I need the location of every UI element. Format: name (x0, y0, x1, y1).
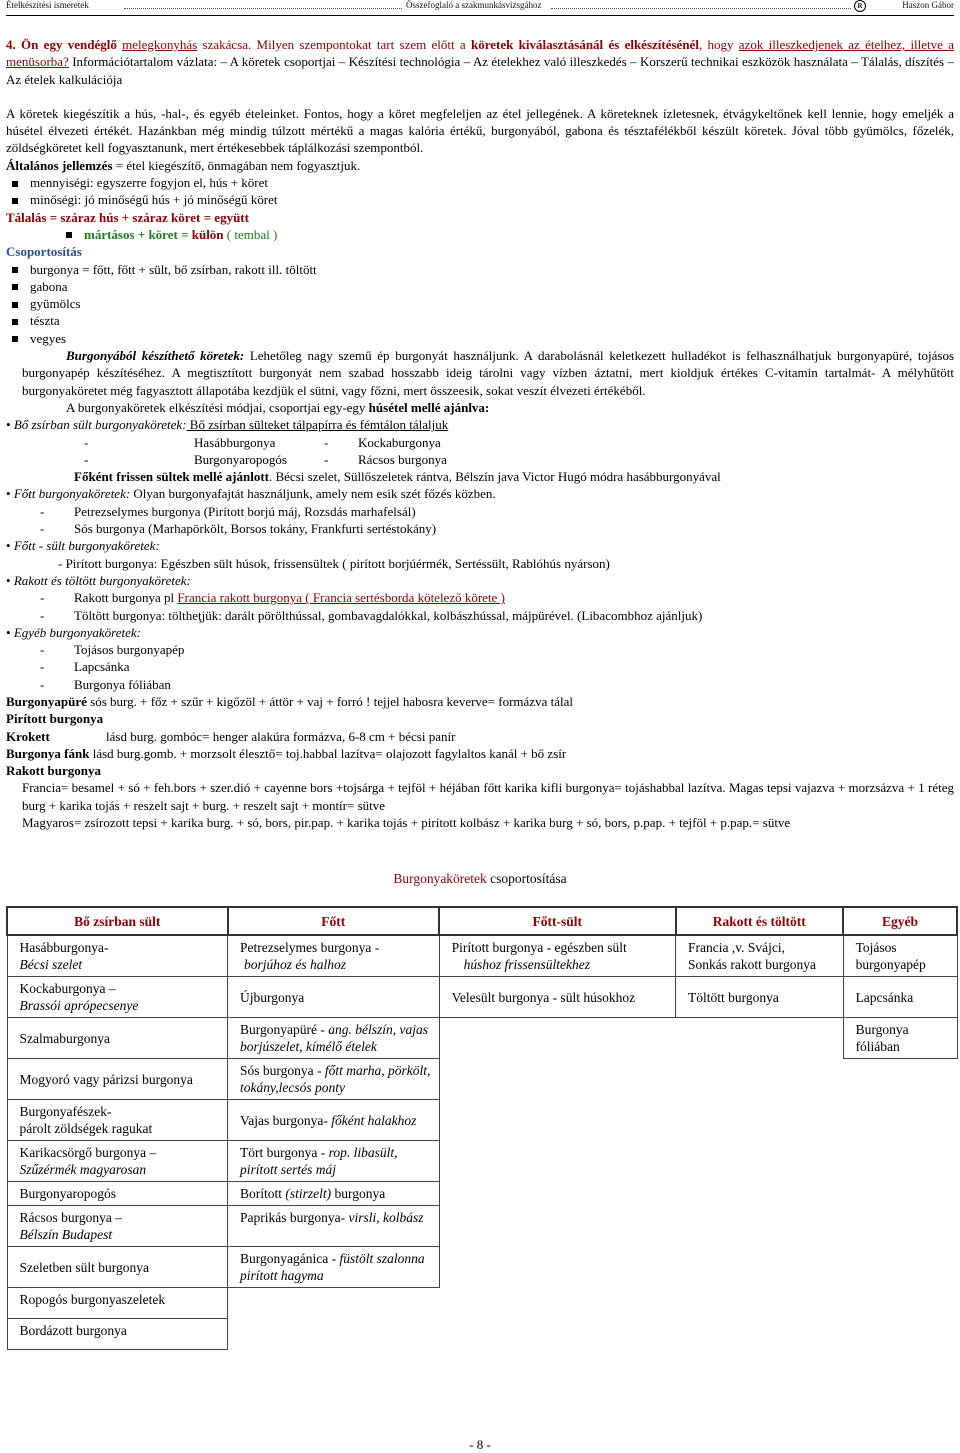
martasos-b: külön (191, 226, 224, 242)
fank-label: Burgonya fánk (6, 745, 90, 761)
question-text: , hogy (698, 37, 739, 52)
pure-text: sós burg. + főz + szűr + kigőzöl + áttör + vaj + forró ! tejjel habosra keverve= formázva tálal (86, 693, 573, 709)
table-cell: Tojásos burgonyapép (843, 935, 957, 977)
bullet-item (6, 191, 954, 208)
general-line (6, 157, 954, 174)
table-cell: Újburgonya (228, 977, 440, 1018)
header-dots (551, 8, 851, 10)
group-text: gabona (30, 278, 68, 294)
bo-main (6, 468, 954, 485)
page-header (6, 0, 954, 14)
table-row (7, 1059, 957, 1100)
group-text: tészta (30, 313, 60, 329)
fott-heading: • Főtt burgonyaköretek: Olyan burgonyafajtát használjunk, amely nem esik szét főzés közben. (6, 486, 496, 502)
modes-a: A burgonyaköretek elkészítési módjai (66, 399, 263, 415)
table-header: Rakott és töltött (676, 907, 844, 935)
fott-item-text: Petrezselymes burgonya (Pirított borjú máj, Rozsdás marhafelsál) (74, 503, 416, 519)
table-cell: Rácsos burgonya – Bélszín Budapest (7, 1206, 228, 1247)
table-cell: Petrezselymes burgonya - borjúhoz és halhoz (228, 935, 440, 977)
table-cell: Burgonyaropogós (7, 1182, 228, 1206)
bo-main-label: Főként frissen sültek mellé ajánlott (74, 469, 269, 485)
square-bullet-icon (12, 198, 18, 204)
fott-item: - Petrezselymes burgonya (Pirított borjú máj, Rozsdás marhafelsál) (40, 503, 416, 519)
square-bullet-icon (12, 336, 18, 342)
bo-item: Kockaburgonya (358, 434, 441, 450)
table-row (7, 977, 957, 1018)
rakott-magyaros: Magyaros= zsírozott tepsi + karika burg. + só, bors, pir.pap. + karika tojás + pirított kolbász + karika burg + só, bors, p.pap. + tejföl + p.pap.= sütve (22, 815, 791, 831)
egy-heading: • Egyéb burgonyaköretek: (6, 624, 141, 640)
table-row (7, 935, 957, 977)
bo-item: Hasábburgonya (194, 434, 276, 450)
martasos-line (6, 226, 954, 243)
table-cell: Mogyoró vagy párizsi burgonya (7, 1059, 228, 1100)
table-cell: Sós burgonya - főtt marha, pörkölt, tokány,lecsós ponty (228, 1059, 440, 1100)
fott-item-text: Sós burgonya (Marhapörkölt, Borsos tokány, Frankfurti sertéstokány) (74, 521, 437, 537)
egy-item-text: Tojásos burgonyapép (74, 642, 185, 658)
intro-paragraph: A köretek kiegészítik a hús, -hal-, és egyéb ételeinket. Fontos, hogy a köret megfeleljen az étel jellegének. A köreteknek ízletesnek, étvágykeltőnek kell lennie, hogy emeljék a húsétel élvezeti értékét. Hazánkban még mindig túlzott mértékű a magas kalória értékű, burgonyából, gabona és tésztafélékből készült köretek. Jóval több gyümölcs, főzelék, zöldségköretet kell fogyasztanunk, mert értékesebbek táplálkozási szempontból. (6, 105, 954, 156)
square-bullet-icon (12, 267, 18, 273)
registered-icon: R (854, 0, 866, 12)
question-bold: köretek kiválasztásánál és elkészítésénél (470, 37, 699, 52)
table-row (7, 1182, 957, 1206)
rak-item: - Töltött burgonya: töltheţjük: darált pörölthússal, gombavagdalókkal, kolbászhússal, májpürével. (Libacombhoz ajánljuk) (40, 607, 703, 623)
table-row (7, 1247, 957, 1288)
table-row (7, 1206, 957, 1247)
modes-c: húsétel mellé ajánlva: (368, 399, 490, 415)
bo-text: Bő zsírban sülteket tálpapírra és fémtálon tálaljuk (186, 417, 449, 433)
table-cell: Kockaburgonya – Brassói aprópecsenye (7, 977, 228, 1018)
question-number: 4. Ön egy vendéglő (6, 37, 123, 52)
group-item (6, 261, 954, 278)
pir-line: Pirított burgonya (6, 711, 104, 727)
header-rule (6, 15, 954, 16)
krokett-line (6, 728, 954, 745)
table-row (7, 1141, 957, 1182)
rakott-heading: Rakott burgonya (6, 763, 101, 779)
table-row (7, 1100, 957, 1141)
square-bullet-icon (12, 319, 18, 325)
header-left: Ételkészítési ismeretek (6, 0, 89, 10)
table-title (0, 871, 960, 887)
egy-label: Egyéb burgonyaköretek: (13, 624, 141, 640)
rak-item-text: Töltött burgonya: töltheţjük: darált pörölthússal, gombavagdalókkal, kolbászhússal, májpürével. (Libacombhoz ajánljuk) (74, 607, 703, 623)
table-title-a: Burgonyaköretek (393, 871, 487, 886)
lead-label: Burgonyából készíthető köretek: (66, 348, 245, 364)
table-cell: Pirított burgonya - egészben sült húshoz frissensültekhez (439, 935, 675, 977)
bo-row: - Hasábburgonya -Kockaburgonya (84, 434, 441, 450)
martasos-a: mártásos + köret = (84, 226, 192, 242)
header-dots (124, 8, 402, 10)
table-header: Bő zsírban sült (7, 907, 228, 935)
question (6, 36, 954, 88)
table-cell: Paprikás burgonya- virsli, kolbász (228, 1206, 440, 1247)
lead-text: Lehetőleg nagy szemű ép burgonyát használjunk. A darabolásnál keletkezett hulladékot is felhasználhatjuk burgonyapüré, tojásos burgonyapép készítéséhez. A megtisztított burgonyát nem szabad hosszabb ideig tárolni vagy vízben áztatni, mert kioldjuk értékes C-vitamin tartalmát- A mélyhűtött burgonyaköretet még fagyasztott állapotába kezdjük el sütni, vagy főzni, mert összeesik, sokat veszít élvezeti értékéből. (22, 348, 954, 398)
grouping-heading: Csoportosítás (6, 244, 82, 260)
egy-item: - Tojásos burgonyapép (40, 642, 185, 658)
table-cell: Töltött burgonya (676, 977, 844, 1018)
general-label: Általános jellemzés (6, 157, 113, 173)
rak-item-text: Rakott burgonya pl (74, 590, 178, 606)
table-header-row (7, 907, 957, 935)
table-cell: Karikacsörgő burgonya – Szűzérmék magyarosan (7, 1141, 228, 1182)
egy-item-text: Lapcsánka (74, 659, 130, 675)
pure-line (6, 693, 954, 710)
document-body (6, 36, 954, 831)
fs-label: Főtt - sült burgonyaköretek: (13, 538, 160, 554)
table-header: Egyéb (843, 907, 957, 935)
krokett-label: Krokett (6, 728, 50, 744)
general-text: = étel kiegészítő, önmagában nem fogyasztjuk. (112, 157, 361, 173)
table-cell: Bordázott burgonya (7, 1319, 228, 1350)
table-cell: Francia ,v. Svájci, Sonkás rakott burgonya (676, 935, 844, 977)
bo-heading: • Bő zsírban sült burgonyaköretek: Bő zsírban sülteket tálpapírra és fémtálon tálaljuk (6, 417, 449, 433)
table-cell: Lapcsánka (843, 977, 957, 1018)
rak-label: Rakott és töltött burgonyaköretek: (13, 572, 191, 588)
egy-item: - Burgonya fóliában (40, 676, 171, 692)
table-cell: Burgonya fóliában (843, 1018, 957, 1059)
table-cell: Vajas burgonya- főként halakhoz (228, 1100, 440, 1141)
square-bullet-icon (12, 181, 18, 187)
fs-heading: • Főtt - sült burgonyaköretek: (6, 538, 160, 554)
table-cell: Burgonyapüré - ang. bélszín, vajas borjúszelet, kímélő ételek (228, 1018, 440, 1059)
page-number: - 8 - (469, 1437, 491, 1452)
square-bullet-icon (12, 302, 18, 308)
egy-item: - Lapcsánka (40, 659, 130, 675)
square-bullet-icon (66, 232, 72, 238)
fott-label: Főtt burgonyaköretek: (13, 486, 131, 502)
modes-b: , csoportjai egy-egy (262, 399, 369, 415)
fott-item: - Sós burgonya (Marhapörkölt, Borsos tokány, Frankfurti sertéstokány) (40, 521, 437, 537)
group-text: burgonya = főtt, főtt + sült, bő zsírban, rakott ill. töltött (30, 261, 317, 277)
grouping-table (6, 906, 958, 1350)
table-row (7, 1319, 957, 1350)
egy-item-text: Burgonya fóliában (74, 676, 171, 692)
question-text: szakácsa. Milyen szempontokat tart szem előtt a (197, 37, 471, 52)
table-row (7, 1288, 957, 1319)
question-link: azok illeszkedjenek az ételhez, illetve a menüsorba? (6, 37, 954, 70)
rak-heading: • Rakott és töltött burgonyaköretek: (6, 572, 191, 588)
header-right: Haszon Gábor (902, 0, 954, 10)
bo-item: Rácsos burgonya (358, 451, 447, 467)
outline-text: Információtartalom vázlata: – A köretek csoportjai – Készítési technológia – Az ételekhez való illeszkedés – Korszerű technikai eszközök használata – Tálalás, díszítés – Az ételek kalkulációja (6, 54, 954, 87)
rak-link: Francia rakott burgonya ( Francia sertésborda kötelező körete ) (177, 590, 505, 606)
burgonya-lead (6, 347, 954, 399)
table-cell: Tört burgonya - rop. libasült, pirított sertés máj (228, 1141, 440, 1182)
krokett-text: lásd burg. gombóc= henger alakúra formázva, 6-8 cm + bécsi panír (106, 728, 456, 744)
group-item (6, 278, 954, 295)
table-header: Főtt-sült (439, 907, 675, 935)
group-text: gyümölcs (30, 296, 81, 312)
rak-item: - Rakott burgonya pl Francia rakott burgonya ( Francia sertésborda kötelező körete ) (40, 590, 505, 606)
bo-main-text: . Bécsi szelet, Süllőszeletek rántva, Bélszín java Victor Hugó módra hasábburgonyával (268, 469, 721, 485)
table-cell: Hasábburgonya- Bécsi szelet (7, 935, 228, 977)
rakott-francia: Francia= besamel + só + feh.bors + szer.dió + cayenne bors +tojsárga + tejföl + héjában főtt karika kifli burgonya= tojáshabbal lazítva. Magas tepsi vajazva + morzsázva + 1 réteg burg + karika tojás + reszelt sajt + burg. + reszelt sajt + montír= sütve (22, 780, 954, 813)
table-cell: Borított (stirzelt) burgonya (228, 1182, 440, 1206)
bo-item: Burgonyaropogós (194, 451, 287, 467)
martasos-c: ( tembal ) (223, 226, 278, 242)
fank-text: lásd burg.gomb. + morzsolt élesztő= toj.habbal lazítva= olajozott fagylaltos kanál + bő zsír (89, 745, 567, 761)
table-cell: Szalmaburgonya (7, 1018, 228, 1059)
fs-item: - Pirított burgonya: Egészben sült húsok, frissensültek ( pirított borjúérmék, Sertéssült, Rablóhús nyárson) (58, 555, 610, 571)
question-link: melegkonyhás (122, 37, 198, 52)
modes-line (6, 399, 954, 416)
group-text: vegyes (30, 330, 67, 346)
talalas-line: Tálalás = száraz hús + száraz köret = együtt (6, 209, 249, 225)
table-header: Főtt (228, 907, 440, 935)
table-cell: Ropogós burgonyaszeletek (7, 1288, 228, 1319)
bo-label: Bő zsírban sült burgonyaköretek: (13, 417, 187, 433)
table-row (7, 1018, 957, 1059)
header-center: Összefoglaló a szakmunkásvizsgához (406, 0, 542, 10)
fank-line (6, 745, 954, 762)
table-cell: Velesült burgonya - sült húsokhoz (439, 977, 675, 1018)
fott-text: Olyan burgonyafajtát használjunk, amely nem esik szét főzés közben. (130, 486, 496, 502)
square-bullet-icon (12, 284, 18, 290)
group-item (6, 295, 954, 312)
bullet-text: mennyiségi: egyszerre fogyjon el, hús + köret (30, 175, 269, 191)
pure-label: Burgonyapüré (6, 693, 87, 709)
table-title-b: csoportosítása (486, 871, 567, 886)
bo-row: - Burgonyaropogós -Rácsos burgonya (84, 451, 447, 467)
bullet-text: minőségi: jó minőségű hús + jó minőségű köret (30, 192, 278, 208)
table-cell: Burgonyagánica - füstölt szalonna pirított hagyma (228, 1247, 440, 1288)
group-item (6, 330, 954, 347)
bullet-item (6, 174, 954, 191)
table-cell: Szeletben sült burgonya (7, 1247, 228, 1288)
group-item (6, 312, 954, 329)
table-cell: Burgonyafészek- párolt zöldségek ragukat (7, 1100, 228, 1141)
